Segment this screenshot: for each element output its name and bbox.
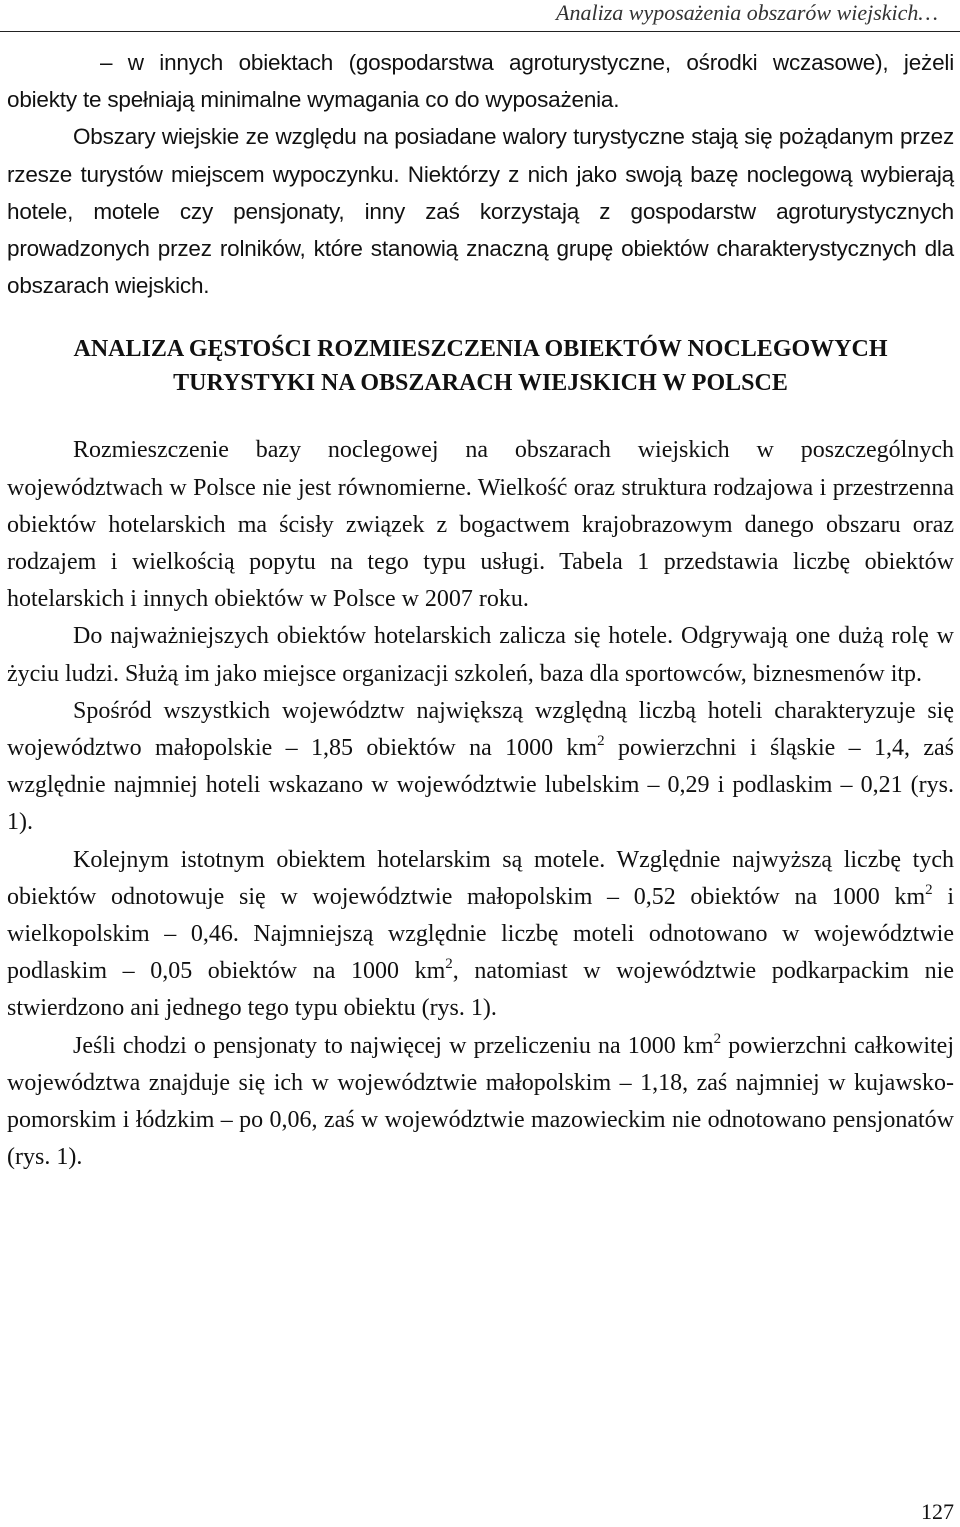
paragraph-motels-density: [7, 842, 954, 1028]
paragraph-hotels-density: [7, 693, 954, 842]
text-segment: powierzchni i śląskie – 1,4, zaś względnie najmniej hoteli wskazano w województwie lubelskim – 0,29 i podlaskim – 0,21 (rys. 1).: [7, 735, 955, 836]
text-segment: powierzchni całkowitej województwa znajduje się ich w województwie małopolskim – 1,18, zaś najmniej w kujawsko-pomorskim i łódzkim – po 0,06, zaś w województwie mazowieckim nie odnotowano pensjonatów (rys. 1).: [7, 1032, 954, 1171]
paragraph-hotels-importance: Do najważniejszych obiektów hotelarskich zalicza się hotele. Odgrywają one dużą rolę w życiu ludzi. Służą im jako miejsce organizacji szkoleń, baza dla sportowców, biznesmenów itp.: [7, 623, 954, 687]
section-heading: [7, 332, 954, 400]
superscript: 2: [925, 881, 933, 898]
section-heading-line-2: TURYSTYKI NA OBSZARACH WIEJSKICH W POLSCE: [173, 370, 788, 397]
page-number: 127: [921, 1499, 954, 1524]
paragraph-distribution: Rozmieszczenie bazy noclegowej na obszarach wiejskich w poszczególnych województwach w Polsce nie jest równomierne. Wielkość oraz struktura rodzajowa i przestrzenna obiektów hotelarskich ma ścisły związek z bogactwem krajobrazowym danego obszaru oraz rodzajem i wielkością popytu na tego typu usługi. Tabela 1 przedstawia liczbę obiektów hotelarskich i innych obiektów w Polsce w 2007 roku.: [7, 437, 954, 613]
text-segment: Spośród wszystkich województw największą względną liczbą hoteli charakteryzuje się województwo małopolskie – 1,85 obiektów na 1000 km: [7, 697, 954, 762]
superscript: 2: [713, 1030, 722, 1047]
section-heading-line-1: ANALIZA GĘSTOŚCI ROZMIESZCZENIA OBIEKTÓW NOCLEGOWYCH: [73, 336, 888, 363]
superscript: 2: [445, 956, 453, 973]
paragraph-list-continuation: – w innych obiektach (gospodarstwa agroturystyczne, ośrodki wczasowe), jeżeli obiekty te spełniają minimalne wymagania co do wyposażenia.: [7, 50, 954, 113]
paragraph-guesthouses-density: [7, 1028, 954, 1177]
paragraph-rural-areas: Obszary wiejskie ze względu na posiadane walory turystyczne stają się pożądanym przez rzesze turystów miejscem wypoczynku. Niektórzy z nich jako swoją bazę noclegową wybierają hotele, motele czy pensjonaty, inny zaś korzystają z gospodarstw agroturystycznych prowadzonych przez rolników, które stanowią znaczną grupę obiektów charakterystycznych dla obszarach wiejskich.: [7, 124, 954, 299]
text-segment: , natomiast w województwie podkarpackim nie stwierdzono ani jednego tego typu obiektu (rys. 1).: [7, 958, 954, 1022]
text-segment: i wielkopolskim – 0,46. Najmniejszą względnie liczbę moteli odnotowano w województwie podlaskim – 0,05 obiektów na 1000 km: [7, 883, 954, 985]
running-header: Analiza wyposażenia obszarów wiejskich…: [556, 0, 938, 25]
text-segment: Kolejnym istotnym obiektem hotelarskim są motele. Względnie najwyższą liczbę tych obiektów odnotowuje się w województwie małopolskim – 0,52 obiektów na 1000 km: [7, 846, 954, 910]
page-content: [7, 44, 954, 1176]
header-rule: [0, 31, 960, 32]
text-segment: Jeśli chodzi o pensjonaty to najwięcej w przeliczeniu na 1000 km: [73, 1032, 714, 1059]
superscript: 2: [597, 733, 605, 750]
